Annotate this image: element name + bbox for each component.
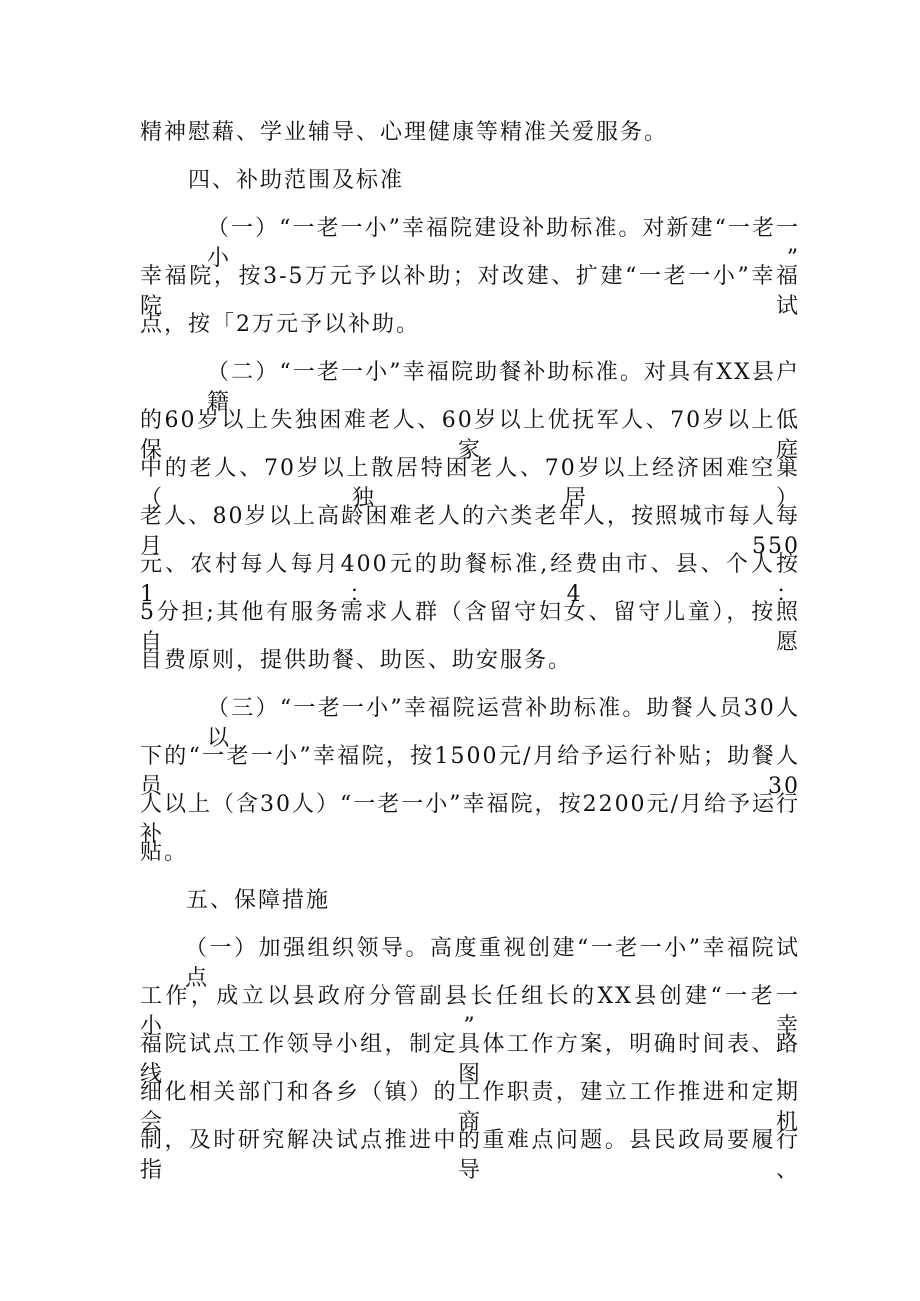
paragraph-line: 工作，成立以县政府分管副县长任组长的XX县创建“一老一小”幸 <box>140 984 800 1039</box>
paragraph-line: （二）“一老一小”幸福院助餐补助标准。对具有XX县户籍 <box>207 360 800 415</box>
paragraph-line: 中的老人、70岁以上散居特困老人、70岁以上经济困难空巢（独居） <box>140 456 800 511</box>
paragraph-line: 人以上（含30人）“一老一小”幸福院，按2200元/月给予运行补 <box>140 792 800 847</box>
paragraph-line: 下的“一老一小”幸福院，按1500元/月给予运行补贴；助餐人员30 <box>140 744 800 799</box>
paragraph-line: （一）“一老一小”幸福院建设补助标准。对新建“一老一小” <box>207 216 800 271</box>
paragraph-line: 自费原则，提供助餐、助医、助安服务。 <box>140 648 573 673</box>
paragraph-line: 细化相关部门和各乡（镇）的工作职责，建立工作推进和定期会商机 <box>140 1080 800 1135</box>
paragraph-line: 点，按「2万元予以补助。 <box>140 312 420 337</box>
paragraph-line: 精神慰藉、学业辅导、心理健康等精准关爱服务。 <box>140 120 669 145</box>
paragraph-line: （一）加强组织领导。高度重视创建“一老一小”幸福院试点 <box>185 936 800 991</box>
section-heading: 五、保障措施 <box>186 888 331 913</box>
paragraph-line: 贴。 <box>140 840 189 865</box>
paragraph-line: 福院试点工作领导小组，制定具体工作方案，明确时间表、路线图， <box>140 1032 800 1087</box>
paragraph-line: 的60岁以上失独困难老人、60岁以上优抚军人、70岁以上低保家庭 <box>140 408 800 463</box>
paragraph-line: （三）“一老一小”幸福院运营补助标准。助餐人员30人以 <box>207 696 800 751</box>
paragraph-line: 制，及时研究解决试点推进中的重难点问题。县民政局要履行指导、 <box>140 1128 800 1183</box>
paragraph-line: 幸福院，按3-5万元予以补助；对改建、扩建“一老一小”幸福院试 <box>140 264 800 319</box>
section-heading: 四、补助范围及标准 <box>188 168 405 193</box>
paragraph-line: 老人、80岁以上高龄困难老人的六类老年人，按照城市每人每月550 <box>140 504 800 559</box>
paragraph-line: 元、农村每人每月400元的助餐标准,经费由市、县、个人按1：4： <box>140 552 800 607</box>
paragraph-line: 5分担;其他有服务需求人群（含留守妇女、留守儿童），按照自愿 <box>140 600 800 655</box>
